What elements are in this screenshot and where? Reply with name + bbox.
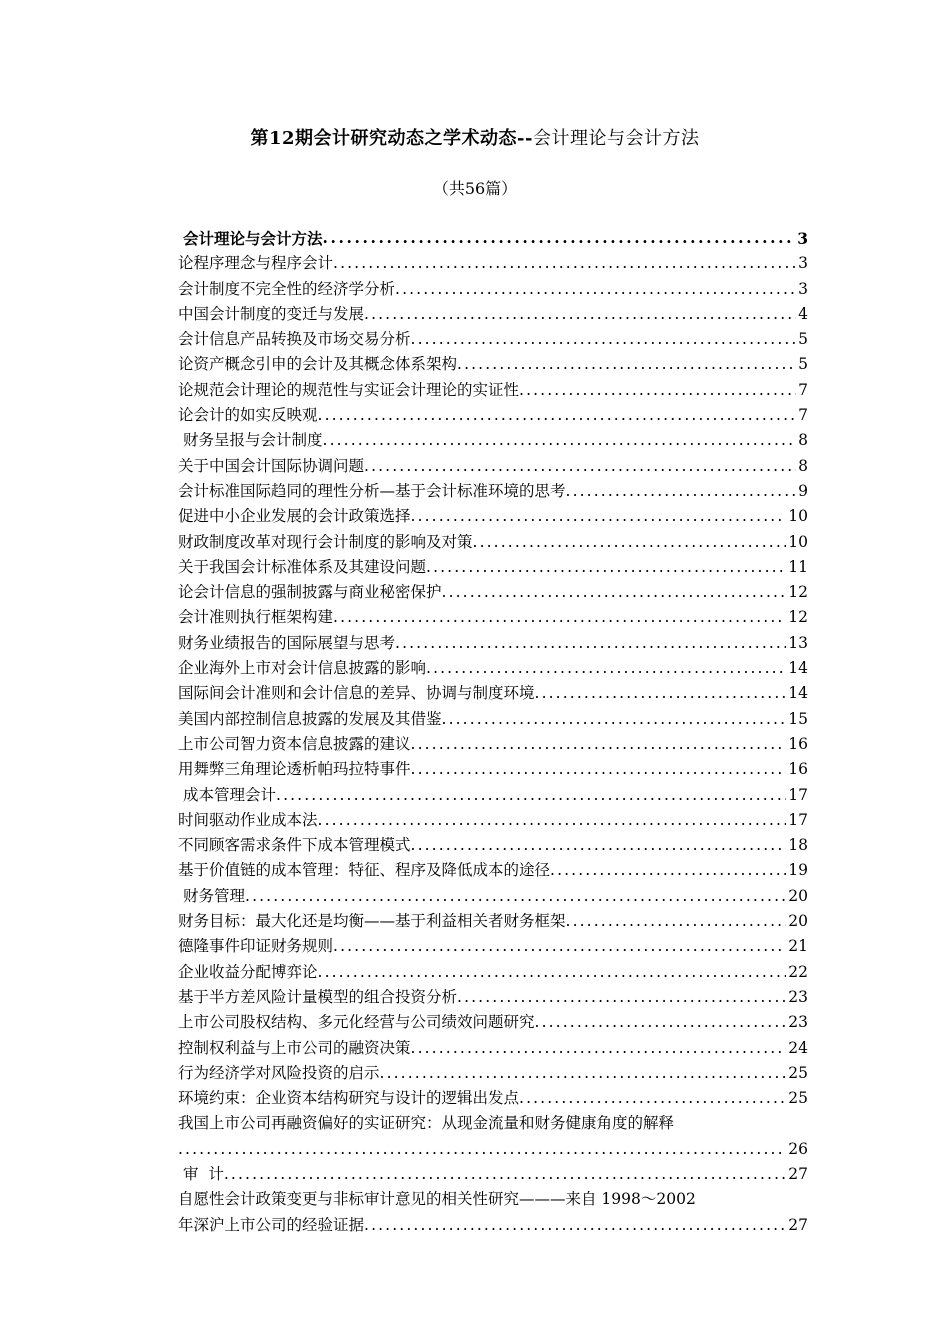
toc-entry-title: 德隆事件印证财务规则 [178,937,334,956]
toc-entry-page: 18 [788,836,808,855]
toc-entry-page: 9 [798,481,808,500]
toc-entry-wrapped-line[interactable] [178,1111,808,1136]
toc-entry-title: 企业收益分配博弈论 [178,962,318,981]
toc-entry-page: 3 [798,279,808,298]
toc-entry-page: 14 [788,659,808,678]
toc-leader-dots [395,631,786,656]
toc-entry[interactable] [178,1061,808,1086]
toc-entry-page: 16 [788,734,808,753]
toc-leader-dots [318,960,787,985]
toc-leader-dots [411,757,787,782]
toc-entry-page: 14 [788,684,808,703]
toc-leader-dots [442,580,787,605]
toc-entry-page: 3 [797,229,808,248]
toc-leader-dots [426,555,786,580]
toc-entry[interactable] [178,504,808,529]
toc-entry-title: 环境约束：企业资本结构研究与设计的逻辑出发点 [178,1089,520,1108]
toc-entry-title: 论会计的如实反映观 [178,406,318,425]
toc-entry-page: 13 [788,633,808,652]
toc-leader-dots [318,403,797,428]
toc-entry[interactable] [178,277,808,302]
toc-entry-page: 22 [788,962,808,981]
toc-leader-dots [380,1061,787,1086]
toc-entry-page: 8 [798,456,808,475]
toc-entry-title: 我国上市公司再融资偏好的实证研究：从现金流量和财务健康角度的解释 [178,1114,675,1133]
toc-entry-title: 行为经济学对风险投资的启示 [178,1063,380,1082]
toc-entry[interactable] [178,833,808,858]
toc-entry-title: 论资产概念引申的会计及其概念体系架构 [178,355,458,374]
toc-entry-title: 上市公司智力资本信息披露的建议 [178,734,411,753]
toc-leader-dots [457,985,786,1010]
toc-entry-page: 5 [798,330,808,349]
toc-leader-dots [566,479,797,504]
toc-entry-title: 上市公司股权结构、多元化经营与公司绩效问题研究 [178,1013,535,1032]
toc-entry-title: 促进中小企业发展的会计政策选择 [178,507,411,526]
toc-leader-dots [411,504,787,529]
toc-leader-dots [318,808,787,833]
toc-entry-title: 自愿性会计政策变更与非标审计意见的相关性研究———来自 1998～2002 [178,1190,696,1209]
toc-section-heading[interactable] [178,428,808,453]
toc-entry[interactable] [178,808,808,833]
toc-entry[interactable] [178,934,808,959]
toc-leader-dots [323,226,796,251]
toc-entry-page: 16 [788,760,808,779]
toc-entry-title: 会计标准国际趋同的理性分析—基于会计标准环境的思考 [178,481,566,500]
toc-list [178,226,808,1111]
toc-leader-dots [519,1086,786,1111]
toc-entry-title: 用舞弊三角理论透析帕玛拉特事件 [178,760,411,779]
toc-entry[interactable] [178,631,808,656]
toc-entry[interactable] [178,352,808,377]
toc-leader-dots [442,707,787,732]
toc-entry-title: 论会计信息的强制披露与商业秘密保护 [178,583,442,602]
toc-entry[interactable] [178,1086,808,1111]
toc-entry-title: 会计准则执行框架构建 [178,608,334,627]
toc-entry[interactable] [178,858,808,883]
toc-entry[interactable] [178,454,808,479]
toc-leader-dots [323,428,797,453]
toc-entry-title: 财政制度改革对现行会计制度的影响及对策 [178,532,473,551]
toc-entry-page: 10 [788,507,808,526]
toc-section-title: 会计理论与会计方法 [183,229,323,248]
toc-leader-dots [333,605,786,630]
toc-entry[interactable] [178,732,808,757]
toc-entry-page: 25 [788,1089,808,1108]
toc-entry-page: 20 [788,912,808,931]
toc-leader-dots [395,277,796,302]
toc-entry-title: 国际间会计准则和会计信息的差异、协调与制度环境 [178,684,535,703]
toc-entry-title: 关于我国会计标准体系及其建设问题 [178,557,427,576]
toc-entry-page: 27 [788,1164,808,1183]
toc-entry-page: 23 [788,1013,808,1032]
toc-leader-dots [535,681,787,706]
toc-entry-title: 论规范会计理论的规范性与实证会计理论的实证性 [178,380,520,399]
toc-entry[interactable] [178,555,808,580]
toc-entry-title: 年深沪上市公司的经验证据 [178,1215,365,1234]
toc-entry[interactable] [178,1010,808,1035]
toc-section-title: 财务呈报与会计制度 [183,431,323,450]
toc-leader-dots [333,251,796,276]
toc-leader-dots [519,378,796,403]
toc-leader-dots [473,530,787,555]
toc-leader-dots [566,909,787,934]
toc-entry-title: 美国内部控制信息披露的发展及其借鉴 [178,709,442,728]
toc-section-heading[interactable] [178,783,808,808]
toc-entry-title: 财务目标：最大化还是均衡——基于利益相关者财务框架 [178,912,566,931]
toc-entry[interactable] [178,757,808,782]
toc-entry-page: 3 [798,254,808,273]
toc-section-title: 审 计 [183,1164,224,1183]
toc-entry-title: 控制权利益与上市公司的融资决策 [178,1038,411,1057]
toc-leader-dots [245,884,786,909]
toc-entry[interactable] [178,251,808,276]
toc-entry-page: 8 [798,431,808,450]
toc-entry-continuation[interactable] [178,1213,808,1238]
toc-entry-page: 26 [788,1139,808,1158]
toc-leader-dots [411,833,787,858]
toc-entry-page: 27 [788,1215,808,1234]
toc-entry-title: 会计信息产品转换及市场交易分析 [178,330,411,349]
toc-entry-page: 4 [798,304,808,323]
title-regular-part: 会计理论与会计方法 [533,128,700,149]
toc-leader-dots [276,783,786,808]
toc-entry-title: 时间驱动作业成本法 [178,810,318,829]
toc-entry-page: 12 [788,583,808,602]
toc-entry[interactable] [178,302,808,327]
toc-leader-dots [411,732,787,757]
toc-entry-continuation[interactable] [178,1137,808,1162]
toc-entry[interactable] [178,580,808,605]
toc-leader-dots [178,1137,786,1162]
toc-entry-page: 25 [788,1063,808,1082]
toc-entry-title: 中国会计制度的变迁与发展 [178,304,365,323]
toc-entry-title: 论程序理念与程序会计 [178,254,334,273]
toc-entry-page: 17 [788,785,808,804]
toc-leader-dots [364,454,796,479]
toc-section-audit[interactable] [178,1162,808,1187]
toc-entry-page: 21 [788,937,808,956]
toc-entry[interactable] [178,656,808,681]
toc-entry-title: 企业海外上市对会计信息披露的影响 [178,659,427,678]
toc-entry-page: 7 [798,406,808,425]
toc-leader-dots [411,327,797,352]
toc-section-heading[interactable] [178,226,808,251]
toc-entry[interactable] [178,403,808,428]
toc-entry-title: 不同顾客需求条件下成本管理模式 [178,836,411,855]
toc-entry[interactable] [178,960,808,985]
toc-entry-title: 基于价值链的成本管理：特征、程序及降低成本的途径 [178,861,551,880]
toc-entry[interactable] [178,605,808,630]
toc-entry[interactable] [178,985,808,1010]
toc-entry-page: 23 [788,987,808,1006]
toc-entry-page: 17 [788,810,808,829]
toc-entry[interactable] [178,530,808,555]
toc-entry[interactable] [178,707,808,732]
toc-entry-page: 12 [788,608,808,627]
toc-leader-dots [411,1036,787,1061]
toc-leader-dots [457,352,796,377]
toc-entry-title: 财务业绩报告的国际展望与思考 [178,633,396,652]
toc-leader-dots [550,858,786,883]
toc-section-title: 财务管理 [183,886,246,905]
toc-leader-dots [535,1010,787,1035]
article-count: （共56篇） [432,179,518,198]
toc-entry-wrapped-line[interactable] [178,1187,808,1212]
toc-leader-dots [224,1162,786,1187]
toc-section-title: 成本管理会计 [183,785,277,804]
toc-leader-dots [364,302,796,327]
toc-entry-title: 关于中国会计国际协调问题 [178,456,365,475]
toc-leader-dots [333,934,786,959]
toc-entry-page: 24 [788,1038,808,1057]
toc-leader-dots [364,1213,786,1238]
toc-entry-title: 基于半方差风险计量模型的组合投资分析 [178,987,458,1006]
toc-entry-page: 15 [788,709,808,728]
document-title [0,124,950,150]
title-bold-part: 第12期会计研究动态之学术动态-- [250,128,533,149]
toc-section-heading[interactable] [178,884,808,909]
toc-entry-title: 会计制度不完全性的经济学分析 [178,279,396,298]
toc-entry[interactable] [178,1036,808,1061]
toc-entry[interactable] [178,909,808,934]
toc-entry-page: 11 [788,557,808,576]
toc-entry[interactable] [178,479,808,504]
toc-leader-dots [426,656,786,681]
toc-entry-page: 10 [788,532,808,551]
toc-entry[interactable] [178,378,808,403]
toc-entry-page: 5 [798,355,808,374]
toc-entry-page: 19 [788,861,808,880]
toc-entry-page: 20 [788,886,808,905]
toc-entry[interactable] [178,681,808,706]
toc-entry[interactable] [178,327,808,352]
toc-entry-page: 7 [798,380,808,399]
table-of-contents [178,226,808,1238]
